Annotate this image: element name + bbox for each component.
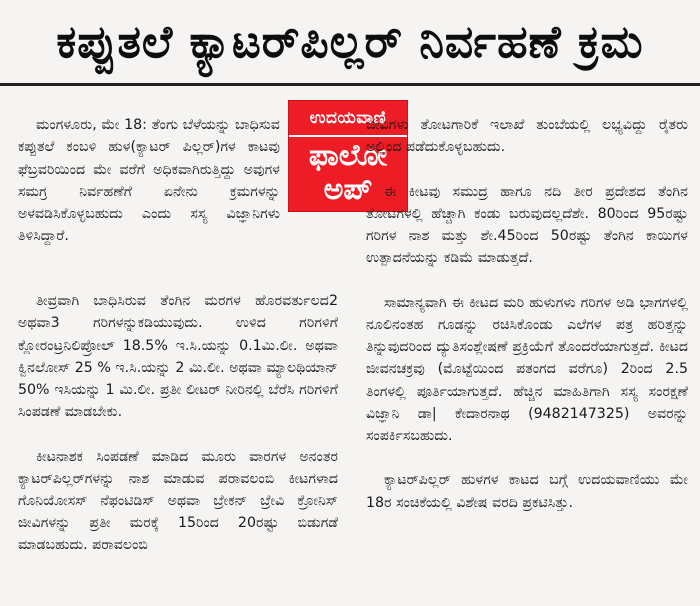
headline-rule bbox=[0, 83, 700, 86]
paragraph-intro: ಮಂಗಳೂರು, ಮೇ 18: ತೆಂಗು ಬೆಳೆಯನ್ನು ಬಾಧಿಸುವ ಕಪ್ಪುತಲೆ ಕಂಬಳಿ ಹುಳ(ಕ್ಯಾಟರ್ ಪಿಲ್ಲರ್)ಗಳ ಕಾಟವು ಫೆಬ್ರವರಿಯಿಂದ ಮೇ ವರೆಗೆ ಅಧಿಕವಾಗಿರುತ್ತಿದ್ದು ಅವುಗಳ ಸಮಗ್ರ ನಿರ್ವಹಣೆಗೆ ಏನೇನು ಕ್ರಮಗಳನ್ನು ಅಳವಡಿಸಿಕೊಳ್ಳಬಹುದು ಎಂದು ಸಸ್ಯ ವಿಜ್ಞಾನಿಗಳು ತಿಳಿಸಿದ್ದಾರೆ. bbox=[18, 117, 280, 245]
logo-section: ಫಾಲೋ ಅಪ್ bbox=[308, 138, 388, 207]
paragraph-damage: ಈ ಕೀಟವು ಸಮುದ್ರ ಹಾಗೂ ನದಿ ತೀರ ಪ್ರದೇಶದ ತೆಂಗಿನ ತೋಟಗಳಲ್ಲಿ ಹೆಚ್ಚಾಗಿ ಕಂಡು ಬರುವುದಲ್ಲದೆಶೇ. 80ರಿಂದ 95ರಷ್ಟು ಗರಿಗಳ ನಾಶ ಮತ್ತು ಶೇ.45ರಿಂದ 50ರಷ್ಟು ತೆಂಗಿನ ಕಾಯಿಗಳ ಉತ್ಪಾದನೆಯನ್ನು ಕಡಿಮೆ ಮಾಡುತ್ತದೆ. bbox=[366, 183, 688, 267]
paragraph-availability: ಜೀವಿಗಳು ತೋಟಗಾರಿಕೆ ಇಲಾಖೆ ತುಂಬೆಯಲ್ಲಿ ಲಭ್ಯವಿದ್ದು ರೈತರು ಅಲ್ಲಿಂದ ಪಡೆದುಕೊಳ್ಳಬಹುದು. bbox=[366, 117, 688, 156]
left-column-intro bbox=[18, 92, 280, 270]
paragraph-parasitoids: ಕೀಟನಾಶಕ ಸಿಂಪಡಣೆ ಮಾಡಿದ ಮೂರು ವಾರಗಳ ಅನಂತರ ಕ್ಯಾಟರ್‌ಪಿಲ್ಲರ್‌ಗಳನ್ನು ನಾಶ ಮಾಡುವ ಪರಾವಲಂಬಿ ಕೀಟಗಳಾದ ಗೊನಿಯೋಸಸ್ ನೆಫಂಟಿಡಿಸ್ ಅಥವಾ ಬ್ರೇಕನ್ ಬ್ರೇವಿ ಕ್ರೋನಿಸ್ ಜೀವಿಗಳನ್ನು ಪ್ರತೀ ಮರಕ್ಕೆ 15ರಿಂದ 20ರಷ್ಟು ಬಿಡುಗಡೆ ಮಾಡಬಹುದು. ಪರಾವಲಂಬಿ bbox=[18, 448, 338, 554]
paragraph-treatment: ತೀವ್ರವಾಗಿ ಬಾಧಿಸಿರುವ ತೆಂಗಿನ ಮರಗಳ ಹೊರವರ್ತುಲದ2 ಅಥವಾ3 ಗರಿಗಳನ್ನುಕಡಿಯುವುದು. ಉಳಿದ ಗರಿಗಳಿಗೆ ಕ್ಲೋರಂಟ್ರನಿಲಿಪ್ರೋಲ್ 18.5% ಇ.ಸಿ.ಯನ್ನು 0.1ಮಿ.ಲೀ. ಅಥವಾ ಕ್ವಿನಲೋಸ್ 25 % ಇ.ಸಿ.ಯನ್ನು 2 ಮಿ.ಲೀ. ಅಥವಾ ಮ್ಯಾಲಥಿಯಾನ್ 50% ಇಸಿಯನ್ನು 1 ಮಿ.ಲೀ. ಪ್ರತೀ ಲೀಟರ್ ನೀರಿನಲ್ಲಿ ಬೆರೆಸಿ ಗರಿಗಳಿಗೆ ಸಿಂಪಡಣೆ ಮಾಡಬೇಕು. bbox=[18, 293, 338, 421]
right-column bbox=[366, 92, 688, 536]
paragraph-report-note: ಕ್ಯಾಟರ್‌ಪಿಲ್ಲರ್ ಹುಳಗಳ ಕಾಟದ ಬಗ್ಗೆ ಉದಯವಾಣಿಯು ಮೇ 18ರ ಸಂಚಿಕೆಯಲ್ಲಿ ವಿಶೇಷ ವರದಿ ಪ್ರಕಟಿಸಿತ್ತು. bbox=[366, 472, 688, 511]
logo-brand: ಉದಯವಾಣಿ bbox=[289, 101, 407, 137]
paragraph-lifecycle: ಸಾಮಾನ್ಯವಾಗಿ ಈ ಕೀಟದ ಮರಿ ಹುಳುಗಳು ಗರಿಗಳ ಅಡಿ ಭಾಗಗಳಲ್ಲಿ ನೂಲಿನಂತಹ ಗೂಡನ್ನು ರಚಿಸಿಕೊಂಡು ಎಲೆಗಳ ಪತ್ರ ಹರಿತ್ತನ್ನು ತಿನ್ನುವುದರಿಂದ ದ್ಯುತಿಸಂಶ್ಲೇಷಣೆ ಪ್ರಕ್ರಿಯೆಗೆ ತೊಂದರೆಯಾಗುತ್ತದೆ. ಕೀಟದ ಜೀವನಚಕ್ರವು (ಮೊಟ್ಟೆಯಿಂದ ಪತಂಗದ ವರೆಗೂ) 2ರಿಂದ 2.5 ತಿಂಗಳಲ್ಲಿ ಪೂರ್ತಿಯಾಗುತ್ತದೆ. ಹೆಚ್ಚಿನ ಮಾಹಿತಿಗಾಗಿ ಸಸ್ಯ ಸಂರಕ್ಷಣೆ ವಿಜ್ಞಾನಿ ಡಾ| ಕೇದಾರನಾಥ (9482147325) ಅವರನ್ನು ಸಂಪರ್ಕಿಸಬಹುದು. bbox=[366, 294, 688, 445]
headline: ಕಪ್ಪುತಲೆ ಕ್ಯಾಟರ್‌ಪಿಲ್ಲರ್ ನಿರ್ವಹಣೆ ಕ್ರಮ bbox=[56, 15, 644, 68]
left-column-body bbox=[18, 268, 338, 579]
